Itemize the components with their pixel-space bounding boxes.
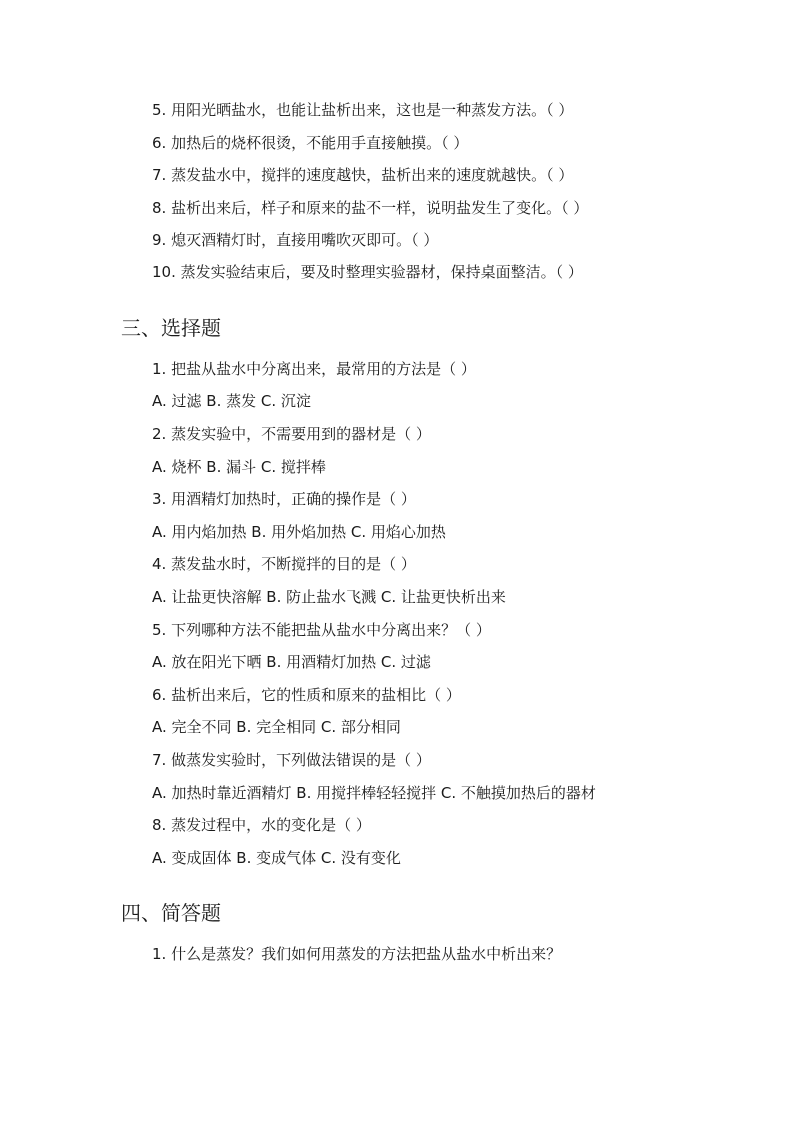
choice-options-5: A. 放在阳光下晒 B. 用酒精灯加热 C. 过滤 <box>152 653 431 671</box>
tf-question-9: 9. 熄灭酒精灯时，直接用嘴吹灭即可。（ ） <box>152 231 439 249</box>
choice-question-8: 8. 蒸发过程中，水的变化是（ ） <box>152 816 371 834</box>
short-answer-question-1: 1. 什么是蒸发？我们如何用蒸发的方法把盐从盐水中析出来？ <box>152 945 562 963</box>
choice-options-7: A. 加热时靠近酒精灯 B. 用搅拌棒轻轻搅拌 C. 不触摸加热后的器材 <box>152 784 596 802</box>
choice-question-5: 5. 下列哪种方法不能把盐从盐水中分离出来？（ ） <box>152 621 491 639</box>
choice-options-3: A. 用内焰加热 B. 用外焰加热 C. 用焰心加热 <box>152 523 446 541</box>
tf-question-7: 7. 蒸发盐水中，搅拌的速度越快，盐析出来的速度就越快。（ ） <box>152 166 574 184</box>
choice-question-6: 6. 盐析出来后，它的性质和原来的盐相比（ ） <box>152 686 461 704</box>
choice-question-1: 1. 把盐从盐水中分离出来，最常用的方法是（ ） <box>152 360 476 378</box>
choice-options-2: A. 烧杯 B. 漏斗 C. 搅拌棒 <box>152 458 326 476</box>
section-heading-choice: 三、选择题 <box>121 316 221 340</box>
choice-options-1: A. 过滤 B. 蒸发 C. 沉淀 <box>152 392 311 410</box>
choice-options-4: A. 让盐更快溶解 B. 防止盐水飞溅 C. 让盐更快析出来 <box>152 588 506 606</box>
tf-question-10: 10. 蒸发实验结束后，要及时整理实验器材，保持桌面整洁。（ ） <box>152 263 583 281</box>
choice-options-8: A. 变成固体 B. 变成气体 C. 没有变化 <box>152 849 401 867</box>
choice-question-3: 3. 用酒精灯加热时，正确的操作是（ ） <box>152 490 416 508</box>
choice-options-6: A. 完全不同 B. 完全相同 C. 部分相同 <box>152 718 401 736</box>
choice-question-2: 2. 蒸发实验中，不需要用到的器材是（ ） <box>152 425 431 443</box>
choice-question-4: 4. 蒸发盐水时，不断搅拌的目的是（ ） <box>152 555 416 573</box>
section-heading-short-answer: 四、简答题 <box>121 901 221 925</box>
tf-question-8: 8. 盐析出来后，样子和原来的盐不一样，说明盐发生了变化。（ ） <box>152 199 589 217</box>
choice-question-7: 7. 做蒸发实验时，下列做法错误的是（ ） <box>152 751 431 769</box>
tf-question-5: 5. 用阳光晒盐水，也能让盐析出来，这也是一种蒸发方法。（ ） <box>152 101 574 119</box>
tf-question-6: 6. 加热后的烧杯很烫，不能用手直接触摸。（ ） <box>152 134 469 152</box>
